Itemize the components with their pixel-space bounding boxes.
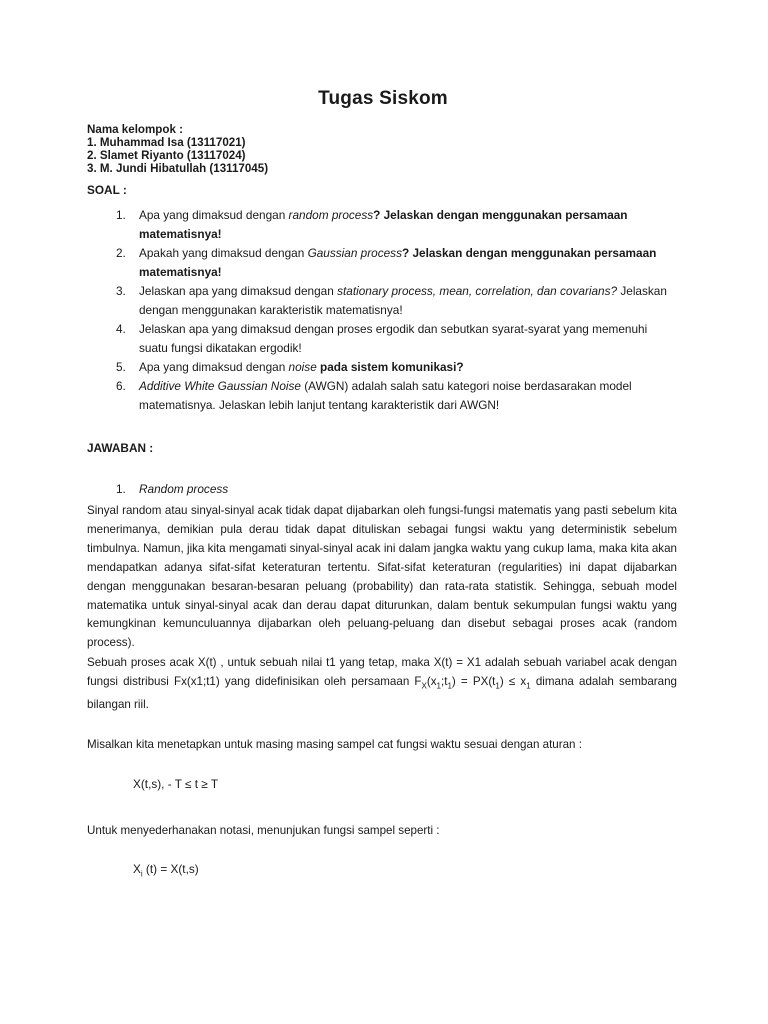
- text-run: ) = PX(t: [451, 674, 496, 688]
- question-text: (AWGN) adalah salah satu kategori noise berdasarakan model matematisnya. Jelaskan lebih lanjut tentang karakteristik dari AWGN!: [139, 379, 632, 412]
- paragraph-notation: Untuk menyederhanakan notasi, menunjukan fungsi sampel seperti :: [87, 824, 440, 837]
- question-number: 5.: [116, 360, 126, 374]
- question-text: Apakah yang dimaksud dengan: [139, 246, 308, 260]
- group-members: [87, 123, 268, 175]
- question-item: [87, 320, 679, 358]
- paragraph-random-signal: Sinyal random atau sinyal-sinyal acak tidak dapat dijabarkan oleh fungsi-fungsi matematis yang pasti sebelum kita menerimanya, demikian pula derau tidak dapat dituliskan sebagai fungsi waktu yang deterministik sebelum timbulnya. Namun, jika kita mengamati sinyal-sinyal acak ini dalam jangka waktu yang cukup lama, maka kita akan mendapatkan adanya sifat-sifat keteraturan tertentu. Sifat-sifat keteraturan (regularities) ini dapat dijabarkan dengan menggunakan besaran-besaran peluang (probability) dan rata-rata statistik. Sehingga, sebuah model matematika untuk sinyal-sinyal acak dan derau dapat diturunkan, dalam bentuk sekumpulan fungsi waktu yang kemungkinan kemunculuannya dijabarkan oleh peluang-peluang dan disebut sebagai proses acak (random process).: [87, 504, 677, 650]
- question-number: 3.: [116, 284, 126, 298]
- question-term: noise: [288, 360, 317, 374]
- question-text: Apa yang dimaksud dengan: [139, 360, 289, 374]
- paragraph-distribution: [87, 654, 677, 715]
- paragraph-sample-rule: Misalkan kita menetapkan untuk masing masing sampel cat fungsi waktu sesuai dengan aturan :: [87, 738, 582, 751]
- member-item: 2. Slamet Riyanto (13117024): [87, 149, 246, 162]
- formula-notation: [133, 862, 199, 878]
- subscript: X: [421, 681, 427, 691]
- text-run: (t) = X(t,s): [142, 862, 199, 876]
- text-run: Sebuah proses acak X(t) , untuk sebuah nilai t1 yang tetap, maka X(t) = X1 adalah sebuah variabel acak dengan fungsi distribusi Fx(x1;t1) yang didefinisikan oleh persamaan F: [87, 656, 677, 688]
- question-text: ? Jelaskan dengan menggunakan persamaan matematisnya!: [139, 208, 628, 241]
- question-text: Jelaskan apa yang dimaksud dengan proses ergodik dan sebutkan syarat-syarat yang memenuhi suatu fungsi dikatakan ergodik!: [139, 322, 648, 355]
- formula-sample-function: X(t,s), - T ≤ t ≥ T: [133, 777, 219, 791]
- question-text: Jelaskan dengan menggunakan karakteristik matematisnya!: [139, 284, 667, 317]
- question-text: Apa yang dimaksud dengan: [139, 208, 289, 222]
- question-number: 6.: [116, 379, 126, 393]
- question-term: Additive White Gaussian Noise: [139, 379, 301, 393]
- question-text: pada sistem komunikasi?: [316, 360, 464, 374]
- member-item: 3. M. Jundi Hibatullah (13117045): [87, 162, 269, 175]
- subscript: 1: [495, 681, 500, 691]
- question-number: 2.: [116, 246, 126, 260]
- answer-number: 1.: [116, 482, 126, 496]
- subscript: i: [140, 869, 143, 879]
- question-term: random process: [288, 208, 374, 222]
- question-number: 4.: [116, 322, 126, 336]
- question-number: 1.: [116, 208, 126, 222]
- page-title: Tugas Siskom: [318, 88, 448, 109]
- question-term: stationary process, mean, correlation, dan covarians?: [337, 284, 618, 298]
- group-label: Nama kelompok :: [87, 123, 183, 136]
- question-text: ? Jelaskan dengan menggunakan persamaan matematisnya!: [139, 246, 657, 279]
- subscript: 1: [436, 681, 441, 691]
- member-item: 1. Muhammad Isa (13117021): [87, 136, 246, 149]
- text-run: dimana adalah sembarang bilangan riil.: [87, 674, 678, 712]
- text-run: (x: [426, 674, 437, 688]
- text-run: ) ≤ x: [499, 674, 527, 688]
- question-item: [87, 244, 679, 282]
- document-page: [87, 0, 679, 1024]
- question-term: Gaussian process: [307, 246, 402, 260]
- question-item: [87, 358, 679, 377]
- jawaban-label: JAWABAN :: [87, 441, 154, 455]
- question-item: [87, 282, 679, 320]
- soal-label: SOAL :: [87, 183, 127, 197]
- question-text: Jelaskan apa yang dimaksud dengan: [139, 284, 338, 298]
- text-run: X: [133, 862, 141, 876]
- text-run: ;t: [440, 674, 448, 688]
- subscript: 1: [526, 681, 531, 691]
- subscript: 1: [447, 681, 452, 691]
- question-item: [87, 377, 679, 415]
- question-item: [87, 206, 679, 244]
- answer-title: Random process: [139, 482, 229, 496]
- answer-heading: [116, 482, 229, 496]
- question-list: [87, 206, 679, 415]
